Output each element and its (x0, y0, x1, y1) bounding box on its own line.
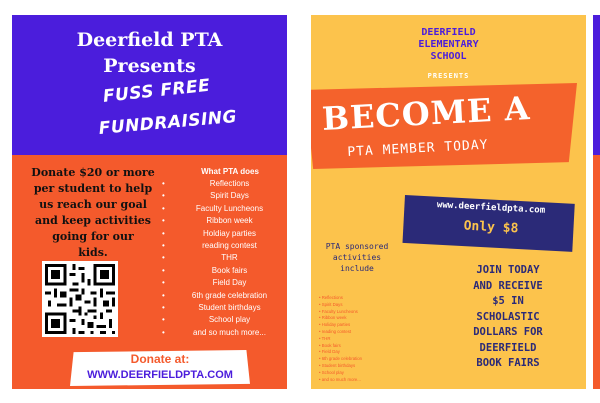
flyer1-title (12, 27, 287, 79)
flyer1-donate-text (18, 165, 168, 261)
sponsored-line: activities (332, 253, 382, 262)
join-line: AND RECEIVE (473, 279, 543, 292)
list-item: • Holdiay parties (162, 228, 287, 240)
flyer1-what-pta-does-heading: What PTA does (201, 167, 259, 176)
flyer2-headline: BECOME A (321, 89, 532, 138)
list-item: • Ribbon week (319, 315, 362, 322)
list-item: • School play (162, 314, 287, 326)
list-item: • 6th grade celebration (319, 356, 362, 363)
list-item: • Faculty Luncheons (319, 309, 362, 316)
join-line: BOOK FAIRS (476, 357, 540, 369)
list-item: • and so much more... (162, 327, 287, 339)
join-line: $5 IN (492, 295, 524, 307)
flyer2-join-text (451, 263, 565, 372)
school-line: SCHOOL (430, 51, 467, 62)
sponsored-line: include (340, 264, 374, 273)
list-item: • Student birthdays (319, 363, 362, 370)
list-item: • Reflections (162, 178, 287, 190)
school-line: ELEMENTARY (418, 39, 479, 50)
list-item: • Field Day (319, 349, 362, 356)
flyer2-activity-list (319, 295, 362, 383)
list-item: • Student birthdays (162, 302, 287, 314)
sponsored-line: PTA sponsored (325, 242, 389, 251)
flyer1-title-line1: Deerfield PTA (76, 29, 223, 51)
flyer1-activity-list (162, 178, 287, 339)
list-item: • Faculty Luncheons (162, 203, 287, 215)
list-item: • Book fairs (162, 265, 287, 277)
flyer3-bottom-panel (593, 155, 600, 389)
list-item: • Holiday parties (319, 322, 362, 329)
donate-line: kids. (78, 246, 108, 259)
donate-line: per student to help (33, 182, 153, 195)
list-item: • reading contest (162, 240, 287, 252)
flyer2-price: Only $8 (463, 218, 519, 237)
flyer2-url-link[interactable]: www.deerfieldpta.com (436, 200, 546, 216)
flyer-fuss-free-fundraising[interactable] (12, 15, 287, 389)
list-item: • Spirit Days (162, 190, 287, 202)
school-line: DEERFIELD (421, 27, 476, 38)
donate-line: Donate $20 or more (31, 166, 155, 179)
join-line: DEERFIELD (479, 341, 537, 354)
flyer1-donate-url-link[interactable]: WWW.DEERFIELDPTA.COM (87, 369, 233, 381)
list-item: • 6th grade celebration (162, 290, 287, 302)
list-item: • Reflections (319, 295, 362, 302)
list-item: • THR (162, 252, 287, 264)
list-item: • Spirit Days (319, 302, 362, 309)
list-item: • and so much more... (319, 377, 362, 384)
flyer2-presents-label: PRESENTS (427, 72, 470, 80)
flyer2-subheadline: PTA MEMBER TODAY (347, 137, 489, 160)
list-item: • THR (319, 336, 362, 343)
flyer1-donate-at-label: Donate at: (130, 352, 190, 366)
donate-line: us reach our goal (39, 198, 147, 211)
join-line: SCHOLASTIC (476, 310, 540, 323)
join-line: DOLLARS FOR (473, 326, 543, 338)
flyer3-partial[interactable] (593, 15, 600, 389)
list-item: • reading contest (319, 329, 362, 336)
join-line: JOIN TODAY (476, 264, 540, 276)
flyer2-school-name (311, 27, 586, 63)
flyer1-title-line2: Presents (103, 55, 196, 77)
flyer2-sponsored-heading (317, 241, 397, 274)
flyer-become-pta-member[interactable] (311, 15, 586, 389)
flyer1-headline-line2: FUNDRAISING (98, 106, 238, 139)
list-item: • School play (319, 370, 362, 377)
list-item: • Book fairs (319, 343, 362, 350)
donate-line: and keep activities (35, 214, 151, 227)
list-item: • Field Day (162, 277, 287, 289)
list-item: • Ribbon week (162, 215, 287, 227)
donate-line: going for our (52, 230, 134, 243)
qr-code-icon[interactable] (42, 261, 118, 337)
flyer1-headline-line1: FUSS FREE (102, 75, 212, 107)
